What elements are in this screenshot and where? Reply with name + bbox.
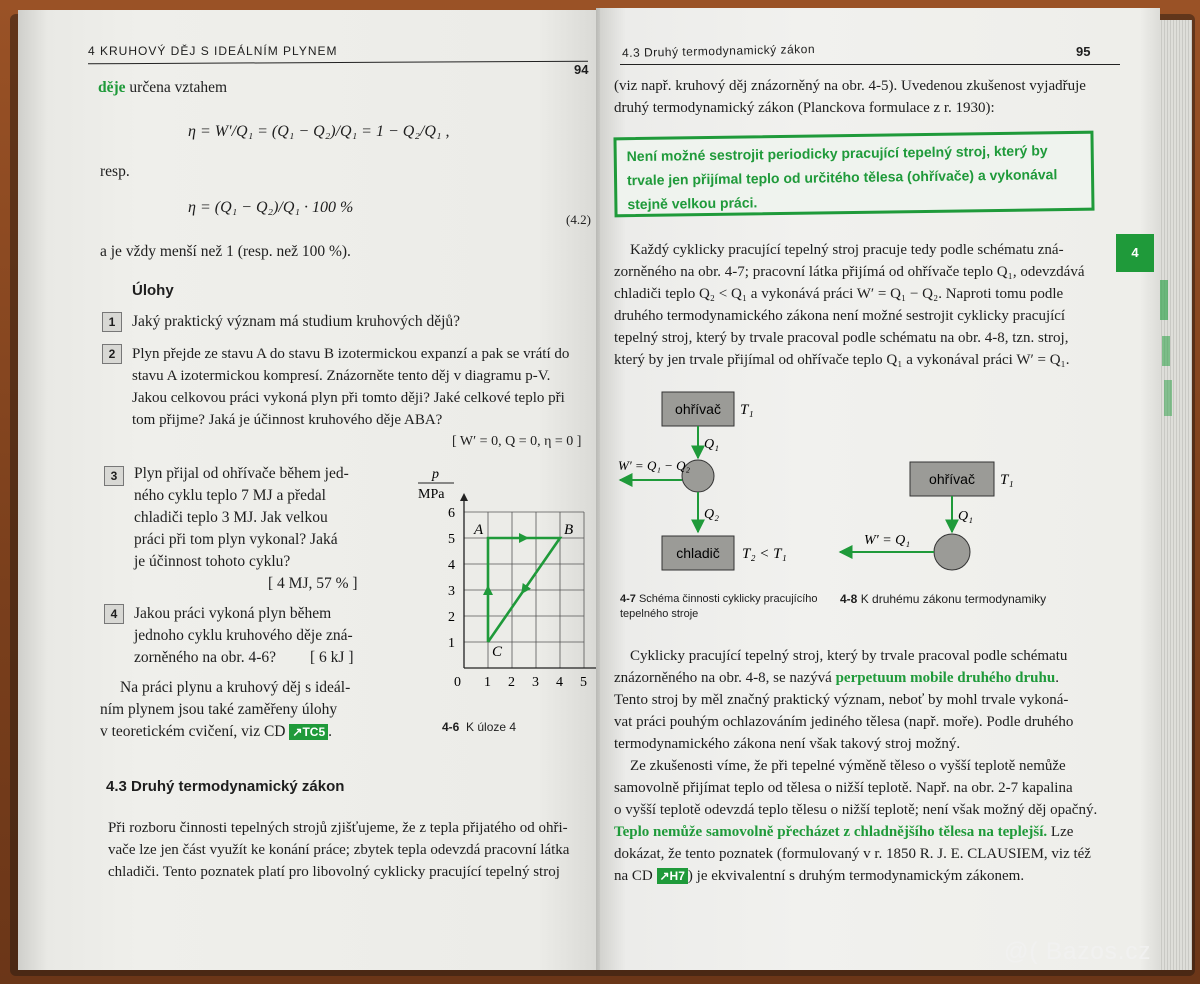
pv-chart-axes [418,467,617,709]
section-line-2: vače lze jen část využít ke konání práce; zbytek tepla odevzdá pracovní látka [108,842,570,858]
formula-efficiency-2: η = (Q₁ − Q₂)/Q₁ · 100 % [188,199,354,216]
cd-line-3: v teoretickém cvičení, viz CD ↗TC5 . [100,723,332,740]
cycle-arrow-2 [519,533,529,543]
y-tick-label-6: 6 [448,506,455,521]
task-4-number: 4 [104,604,124,624]
para-4-line-6-start: na CD [614,868,653,884]
right-header-rule [620,64,1120,65]
task-2-number: 2 [102,344,122,364]
x-tick-label-3: 3 [532,675,539,690]
task-2-line-2: stavu A izotermickou kompresí. Znázorněte tento děj v diagramu p-V. [132,368,551,384]
para-2-line-1: Každý cyklicky pracující tepelný stroj pracuje tedy podle schématu zná- [630,242,1064,258]
y-axis-letter: p [432,467,439,482]
para-3-line-4: vat práci pouhým ochlazováním jediného tělesa (např. moře). Podle druhého [614,714,1074,730]
task-3-line-1: Plyn přijal od ohřívače během jed- [134,465,349,482]
task-4-line-2: jednoho cyklu kruhového děje zná- [134,627,353,644]
cd-tag-h7[interactable]: ↗H7 [657,868,688,884]
task-3-line-5: je účinnost tohoto cyklu? [134,553,291,570]
task-1-text: Jaký praktický význam má studium kruhových dějů? [132,313,461,330]
left-header-rule [88,61,588,65]
para-3-line-3: Tento stroj by měl značný praktický význam, neboť by mohl trvale vykoná- [614,692,1069,708]
y-tick-label-3: 3 [448,584,455,599]
chapter-side-tab: 4 [1116,234,1154,272]
para-2-line-4: druhého termodynamického zákona není možné sestrojit cyklicky pracující [614,308,1066,324]
section-title: 4.3 Druhý termodynamický zákon [106,778,345,795]
para-1-line-1: (viz např. kruhový děj znázorněný na obr. 4-5). Uvedenou zkušenost vyjadřuje [614,78,1086,94]
para-4-end: ) je ekvivalentní s druhým termodynamickým zákonem. [687,868,1025,884]
second-law-box [613,131,1094,218]
task-3-line-4: práci při tom plyn vykonal? Jaká [134,531,338,548]
figure-4-6-text: K úloze 4 [466,720,517,734]
bazos-watermark: @( Bazos.cz [1004,938,1152,965]
caption-4-7 [620,592,817,622]
point-label-B: B [564,522,574,538]
para-4-line-3: o vyšší teplotě odevzdá teplo tělesu o nižší teplotě; není však možný děj opačný. [614,802,1098,818]
cd-tag-tc5[interactable]: ↗TC5 [289,724,328,740]
x-tick-label-2: 2 [508,675,515,690]
second-law-statement: Není možné sestrojit periodicky pracující tepelný stroj, který by trvale jen přijímal teplo od určitého tělesa (ohřívače) a vykonával stejně velkou práci. [626,142,1058,213]
intro-line [98,76,227,100]
engine-circle-2 [934,534,970,570]
cd-line-2: ním plynem jsou také zaměřeny úlohy [100,701,338,718]
para-2-line-2: zorněného na obr. 4-7; pracovní látka přijímá od ohřívače teplo Q₁, odevzdává [614,264,1085,280]
left-page [18,10,608,970]
after-formula-text: a je vždy menší než 1 (resp. než 100 %). [100,243,351,260]
x-tick-label-5: 5 [580,675,587,690]
figure-4-6-caption [442,720,516,735]
section-line-3: chladiči. Tento poznatek platí pro libovolný cyklicky pracující tepelný stroj [108,864,560,880]
right-page [600,8,1160,970]
caption-4-7-line-1: Schéma činnosti cyklicky pracujícího [638,593,818,605]
task-2-line-3: Jakou celkovou práci vykoná plyn při tomto ději? Jaké celkové teplo při [132,390,565,406]
perpetuum-mobile-term: perpetuum mobile druhého druhu [835,670,1056,686]
diagram-4-8 [830,448,1030,578]
task-4-answer: [ 6 kJ ] [310,649,354,666]
side-color-marks [1158,280,1172,420]
left-page-number: 94 [574,62,589,77]
y-tick-label-1: 1 [448,636,455,651]
task-4-line-1: Jakou práci vykoná plyn během [134,605,332,622]
y-tick-label-5: 5 [448,532,455,547]
para-4-line-2: samovolně přijímat teplo od tělesa o nižší teplotě. Např. na obr. 2-7 kapalina [614,780,1073,796]
task-3-line-3: chladiči teplo 3 MJ. Jak velkou [134,509,328,526]
left-page-header: 4 KRUHOVÝ DĚJ S IDEÁLNÍM PLYNEM [88,44,338,58]
task-2-answer: [ W′ = 0, Q = 0, η = 0 ] [452,434,582,449]
para-2-line-3: chladiči teplo Q₂ < Q₁ a vykonává práci W′ = Q₁ − Q₂. Naproti tomu podle [614,286,1064,302]
para-4-line-5: dokázat, že tento poznatek (formulovaný v r. 1850 R. J. E. CLAUSIEM, viz též [614,846,1091,862]
resp-word: resp. [100,163,130,180]
x-tick-label-4: 4 [556,675,563,690]
heat-flow-statement: Teplo nemůže samovolně přecházet z chladnějšího tělesa na teplejší. [614,824,1048,840]
para-3-line-2: znázorněného na obr. 4-8, se nazývá perpetuum mobile druhého druhu. [614,670,1059,686]
work-label-2: W′ = Q₁ [864,533,911,548]
q2-label-1: Q₂ [704,507,719,522]
y-axis-unit: MPa [418,487,445,502]
equation-label: (4.2) [566,212,591,227]
caption-4-8-text: K druhému zákonu termodynamiky [860,592,1047,606]
x-tick-label-1: 1 [484,675,491,690]
cooler-label-1: chladič [676,545,720,561]
q1-label-1: Q₁ [704,437,719,452]
caption-4-7-number: 4-7 [620,593,636,605]
heater-label-2: ohřívač [929,471,975,487]
task-3-answer: [ 4 MJ, 57 % ] [268,575,358,592]
caption-4-8 [840,592,1046,607]
work-label-1: W′ = Q₁ − Q₂ [618,458,691,473]
point-label-A: A [474,522,484,538]
right-page-number: 95 [1076,44,1091,59]
y-tick-label-2: 2 [448,610,455,625]
heater-label-1: ohřívač [675,401,721,417]
section-line-1: Při rozboru činnosti tepelných strojů zjišťujeme, že z tepla přijatého od ohři- [108,820,568,836]
point-label-C: C [492,644,503,660]
para-2-line-6: který by jen trvale přijímal od ohřívače teplo Q₁ a vykonával práci W′ = Q₁. [614,352,1070,368]
para-4-line-1: Ze zkušenosti víme, že při tepelné výměně těleso o vyšší teplotě nemůže [630,758,1066,774]
para-3-line-5: termodynamického zákona není však takový stroj možný. [614,736,961,752]
task-4-line-3: zorněného na obr. 4-6? [134,649,277,666]
para-2-line-5: tepelný stroj, který by trvale pracoval podle schématu na obr. 4-8, tzn. stroj, [614,330,1069,346]
para-1-line-2: druhý termodynamický zákon (Planckova formulace z r. 1930): [614,100,995,116]
para-4-tail: Lze [1047,824,1074,840]
pv-chart [388,458,598,708]
task-3-line-2: ného cyklu teplo 7 MJ a předal [134,487,326,504]
heater-temp-1: T₁ [740,402,754,418]
pv-chart-marks [473,522,573,660]
intro-green-word: děje [98,79,126,96]
figure-4-6-number: 4-6 [442,720,460,734]
para-3-line-2-text: znázorněného na obr. 4-8, se nazývá [614,670,836,686]
diagram-4-7 [614,384,844,584]
task-3-number: 3 [104,466,124,486]
heater-temp-2: T₁ [1000,472,1014,488]
right-page-header: 4.3 Druhý termodynamický zákon [621,41,816,60]
para-3-line-1: Cyklicky pracující tepelný stroj, který by trvale pracoval podle schématu [630,648,1068,664]
tasks-heading: Úlohy [132,282,174,299]
task-2-line-4: tom přijme? Jaká je účinnost kruhového děje ABA? [132,412,443,428]
q1-label-2: Q₁ [958,509,973,524]
cd-line-1: Na práci plynu a kruhový děj s ideál- [120,679,351,696]
x-tick-label-0: 0 [454,675,461,690]
caption-4-8-number: 4-8 [840,592,858,606]
y-axis-arrowhead [460,493,468,501]
intro-rest: určena vztahem [125,79,228,96]
task-2-line-1: Plyn přejde ze stavu A do stavu B izotermickou expanzí a pak se vrátí do [132,346,570,362]
cooler-temp-1: T₂ < T₁ [742,546,787,562]
para-4-line-4 [614,820,1073,844]
para-4-line-6 [614,864,1024,888]
caption-4-7-line-2: tepelného stroje [620,608,699,620]
y-tick-label-4: 4 [448,558,455,573]
cd-line-3-text: v teoretickém cvičení, viz CD [100,723,286,740]
task-1-number: 1 [102,312,122,332]
formula-efficiency-1: η = W′/Q₁ = (Q₁ − Q₂)/Q₁ = 1 − Q₂/Q₁ , [188,123,450,140]
